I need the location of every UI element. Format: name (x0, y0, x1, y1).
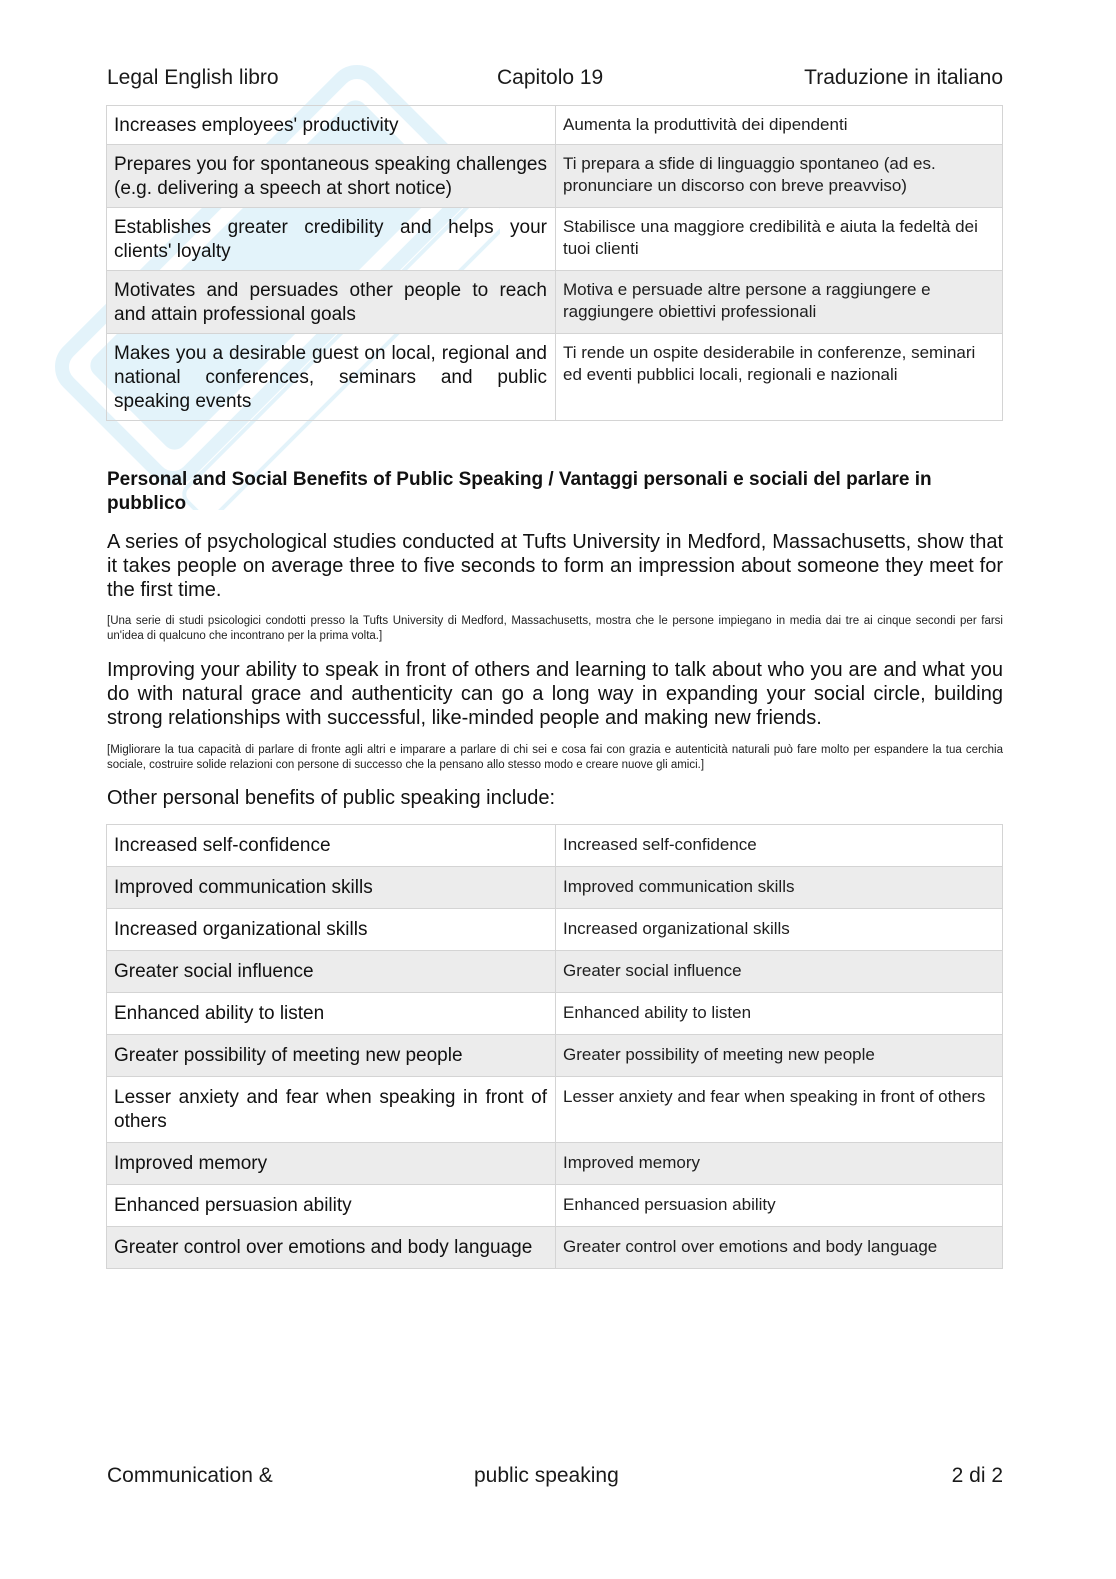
table-cell-en: Enhanced ability to listen (107, 993, 556, 1035)
table-cell-en: Lesser anxiety and fear when speaking in front of others (107, 1077, 556, 1143)
table-row (107, 1185, 1003, 1227)
table-cell-en: Establishes greater credibility and helps your clients' loyalty (107, 208, 556, 271)
table-cell-it: Improved memory (556, 1143, 1003, 1185)
personal-benefits-table (106, 824, 1003, 1269)
table-row (107, 951, 1003, 993)
table-row (107, 334, 1003, 421)
paragraph: Improving your ability to speak in front of others and learning to talk about who you are and what you do with natural grace and authenticity can go a long way in expanding your social circle, building strong relationships with successful, like-minded people and making new friends. (107, 659, 1003, 729)
header-center: Capitolo 19 (497, 66, 604, 89)
table-cell-it: Stabilisce una maggiore credibilità e aiuta la fedeltà dei tuoi clienti (556, 208, 1003, 271)
table-cell-it: Improved communication skills (556, 867, 1003, 909)
table-cell-en: Greater social influence (107, 951, 556, 993)
footer-left: Communication & (107, 1464, 273, 1487)
table-cell-en: Enhanced persuasion ability (107, 1185, 556, 1227)
table-cell-it: Lesser anxiety and fear when speaking in front of others (556, 1077, 1003, 1143)
benefits-table (106, 105, 1003, 421)
page-number: 2 di 2 (951, 1464, 1003, 1487)
table-cell-it: Enhanced persuasion ability (556, 1185, 1003, 1227)
table-cell-it: Increased self-confidence (556, 825, 1003, 867)
page-header (107, 66, 1003, 90)
table-row (107, 1143, 1003, 1185)
table-row (107, 145, 1003, 208)
table-row (107, 909, 1003, 951)
header-left: Legal English libro (107, 66, 279, 89)
table-cell-it: Motiva e persuade altre persone a raggiungere e raggiungere obiettivi professionali (556, 271, 1003, 334)
table-cell-en: Increased self-confidence (107, 825, 556, 867)
table-cell-en: Improved memory (107, 1143, 556, 1185)
table-row (107, 1035, 1003, 1077)
table-cell-en: Increased organizational skills (107, 909, 556, 951)
table-row (107, 1227, 1003, 1269)
list-intro: Other personal benefits of public speaking include: (107, 787, 556, 809)
paragraph: A series of psychological studies conducted at Tufts University in Medford, Massachusetts, show that it takes people on average three to five seconds to form an impression about someone they meet for the first time. (107, 531, 1003, 601)
translation-note: [Migliorare la tua capacità di parlare di fronte agli altri e imparare a parlare di chi sei e cosa fai con grazia e autenticità naturali può fare molto per espandere la tua cerchia sociale, costruire solide relazioni con persone di successo che la pensano allo stesso modo e creare nuove gli amici.] (107, 744, 1003, 771)
table-cell-en: Increases employees' productivity (107, 106, 556, 145)
table-cell-it: Greater possibility of meeting new people (556, 1035, 1003, 1077)
table-row (107, 208, 1003, 271)
table-row (107, 993, 1003, 1035)
table-cell-en: Prepares you for spontaneous speaking challenges (e.g. delivering a speech at short notice) (107, 145, 556, 208)
page-footer (107, 1464, 1003, 1488)
header-right: Traduzione in italiano (804, 66, 1003, 89)
table-row (107, 867, 1003, 909)
table-cell-it: Ti rende un ospite desiderabile in conferenze, seminari ed eventi pubblici locali, regionali e nazionali (556, 334, 1003, 421)
footer-center: public speaking (474, 1464, 619, 1487)
table-row (107, 1077, 1003, 1143)
table-cell-en: Improved communication skills (107, 867, 556, 909)
table-cell-it: Aumenta la produttività dei dipendenti (556, 106, 1003, 145)
translation-note: [Una serie di studi psicologici condotti presso la Tufts University di Medford, Massachusetts, mostra che le persone impiegano in media dai tre ai cinque secondi per farsi un'idea di qualcuno che incontrano per la prima volta.] (107, 615, 1003, 642)
table-cell-it: Greater social influence (556, 951, 1003, 993)
table-cell-it: Greater control over emotions and body language (556, 1227, 1003, 1269)
table-cell-en: Makes you a desirable guest on local, regional and national conferences, seminars and public speaking events (107, 334, 556, 421)
table-cell-it: Enhanced ability to listen (556, 993, 1003, 1035)
table-cell-it: Ti prepara a sfide di linguaggio spontaneo (ad es. pronunciare un discorso con breve preavviso) (556, 145, 1003, 208)
table-cell-en: Greater possibility of meeting new people (107, 1035, 556, 1077)
table-cell-it: Increased organizational skills (556, 909, 1003, 951)
table-cell-en: Motivates and persuades other people to reach and attain professional goals (107, 271, 556, 334)
section-heading: Personal and Social Benefits of Public Speaking / Vantaggi personali e sociali del parlare in pubblico (107, 469, 932, 514)
table-cell-en: Greater control over emotions and body language (107, 1227, 556, 1269)
table-row (107, 106, 1003, 145)
table-row (107, 825, 1003, 867)
table-row (107, 271, 1003, 334)
